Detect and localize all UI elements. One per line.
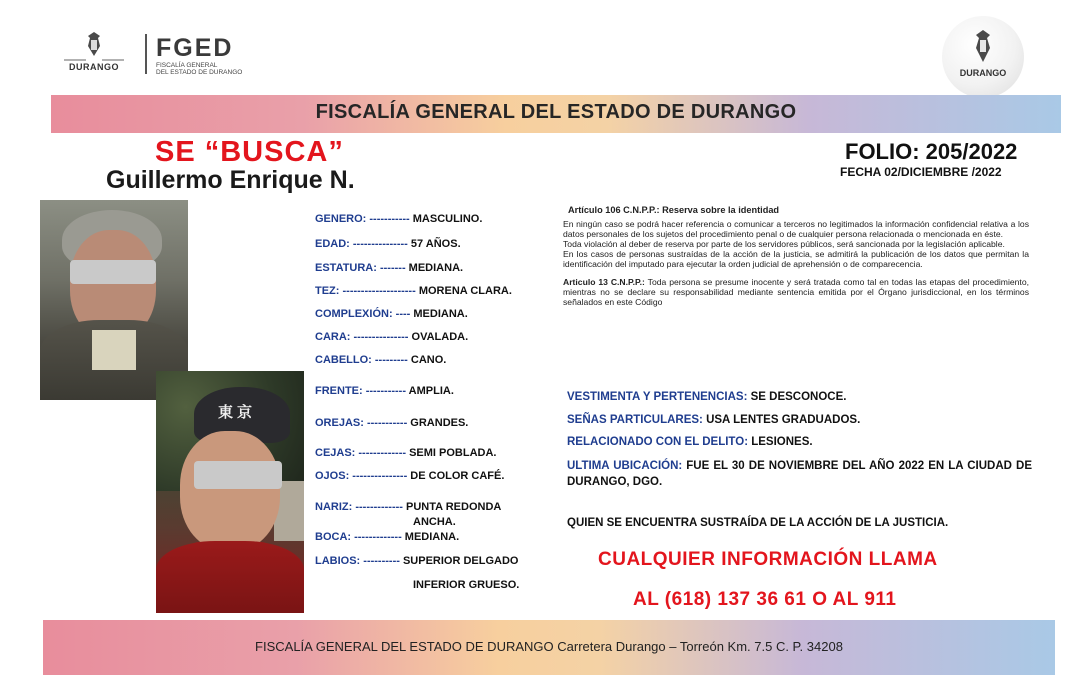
detail-value: FUE EL 30 DE NOVIEMBRE DEL AÑO 2022 EN LA CIUDAD DE DURANGO, DGO.: [567, 460, 1032, 488]
logo-divider: [145, 34, 147, 74]
durango-seal: [942, 16, 1024, 98]
fged-logo: [52, 30, 257, 80]
notice-date: FECHA 02/DICIEMBRE /2022: [840, 165, 1002, 179]
attr-value: MASCULINO.: [409, 213, 483, 225]
fged-acronym: FGED: [156, 34, 234, 62]
wanted-headline: SE “BUSCA”: [155, 136, 344, 168]
detail-delito: [567, 436, 1032, 448]
attr-label: FRENTE: -----------: [315, 385, 407, 397]
legal-notice: [563, 205, 1029, 307]
contact-phone: AL (618) 137 36 61 O AL 911: [633, 589, 897, 610]
art106-heading: Artículo 106 C.N.P.P.: Reserva sobre la identidad: [568, 205, 780, 215]
suspect-photo-1: [40, 200, 188, 400]
attr-value: MEDIANA.: [401, 531, 460, 543]
art13-paragraph: [563, 277, 1029, 307]
attr-label: EDAD: ---------------: [315, 238, 408, 250]
attr-value: SUPERIOR DELGADO: [399, 555, 519, 567]
detail-value: LESIONES.: [748, 436, 813, 448]
attr-value: 57 AÑOS.: [407, 238, 461, 250]
face: [180, 431, 280, 551]
art106-paragraph-3: En los casos de personas sustraídas de la acción de la justicia, se admitirá la publicación de los datos que permitan la identificación del imputado para ejecutar la orden judicial de aprehensión o de comparecencia.: [563, 249, 1029, 269]
detail-vestimenta: [567, 391, 1032, 403]
attr-label: TEZ: --------------------: [315, 285, 416, 297]
attr-edad: [315, 238, 461, 250]
footer-address: FISCALÍA GENERAL DEL ESTADO DE DURANGO Carretera Durango – Torreón Km. 7.5 C. P. 34208: [255, 639, 843, 654]
attr-ojos: [315, 470, 504, 482]
title-banner: [51, 95, 1061, 133]
attr-value-cont: ANCHA.: [413, 516, 456, 528]
attr-label: BOCA: -------------: [315, 531, 402, 543]
contact-prompt: CUALQUIER INFORMACIÓN LLAMA: [598, 549, 938, 570]
attr-cara: [315, 331, 468, 343]
banner-title: FISCALÍA GENERAL DEL ESTADO DE DURANGO: [315, 101, 797, 123]
attr-label: LABIOS: ----------: [315, 555, 400, 567]
suspect-photo-2: [156, 371, 304, 613]
art13-heading: Articulo 13 C.N.P.P.:: [563, 277, 645, 287]
attr-genero: [315, 213, 482, 225]
attr-tez: [315, 285, 512, 297]
attr-value: SEMI POBLADA.: [406, 447, 497, 459]
attr-cabello: [315, 354, 446, 366]
detail-senas: [567, 414, 1032, 426]
detail-value: SE DESCONOCE.: [747, 391, 847, 403]
art106-paragraph-1: En ningún caso se podrá hacer referencia o comunicar a terceros no legitimados la información confidencial relativa a los datos personales de los sujetos del procedimiento penal o de cualquier persona relacionada o mencionada en éste.: [563, 219, 1029, 239]
durango-crest-icon: [963, 28, 1003, 68]
folio-number: FOLIO: 205/2022: [845, 139, 1018, 164]
detail-ubicacion: [567, 458, 1032, 490]
attr-boca: [315, 531, 459, 543]
detail-label: ULTIMA UBICACIÓN:: [567, 460, 683, 472]
attr-label: GENERO: -----------: [315, 213, 410, 225]
attr-estatura: [315, 262, 463, 274]
eyes-blur: [194, 461, 282, 489]
emblem-label: DURANGO: [69, 62, 119, 72]
detail-label: SEÑAS PARTICULARES:: [567, 414, 703, 426]
seal-label: DURANGO: [959, 68, 1007, 78]
attr-label: OREJAS: -----------: [315, 417, 408, 429]
attr-value: MORENA CLARA.: [415, 285, 512, 297]
person-name: Guillermo Enrique N.: [106, 166, 355, 194]
cap-text: 東京: [218, 404, 257, 421]
attr-value: CANO.: [407, 354, 447, 366]
fged-subtitle: [156, 62, 242, 76]
attr-nariz: [315, 501, 502, 528]
attr-orejas: [315, 417, 468, 429]
attr-value: DE COLOR CAFÉ.: [407, 470, 505, 482]
detail-label: RELACIONADO CON EL DELITO:: [567, 436, 749, 448]
attr-label: CARA: ---------------: [315, 331, 409, 343]
detail-value: USA LENTES GRADUADOS.: [702, 414, 861, 426]
shirt-collar: [92, 330, 136, 370]
attr-value: MEDIANA.: [405, 262, 464, 274]
attr-value: OVALADA.: [408, 331, 469, 343]
art106-paragraph-2: Toda violación al deber de reserva por parte de los servidores públicos, será sancionada por la legislación aplicable.: [563, 239, 1005, 249]
attr-label: CABELLO: ---------: [315, 354, 408, 366]
attr-label: OJOS: ---------------: [315, 470, 408, 482]
attr-value: MEDIANA.: [410, 308, 468, 320]
footer-banner: [43, 620, 1055, 675]
fged-subtitle-line2: DEL ESTADO DE DURANGO: [156, 69, 243, 76]
eyes-blur: [70, 260, 156, 284]
art13-text: Toda persona se presume inocente y será tratada como tal en todas las etapas del procedimiento, mientras no se declare su responsabilidad mediante sentencia emitida por el Órgano jurisdiccional, en los términos señalados en este Código: [563, 277, 1029, 307]
attr-value: AMPLIA.: [406, 385, 454, 397]
detail-label: VESTIMENTA Y PERTENENCIAS:: [567, 391, 748, 403]
attr-labios: [315, 555, 520, 591]
attr-label: NARIZ: -------------: [315, 501, 403, 513]
attr-complexion: [315, 308, 468, 320]
attr-label: COMPLEXIÓN: ----: [315, 308, 411, 320]
fged-subtitle-line1: FISCALÍA GENERAL: [156, 62, 218, 69]
attr-label: CEJAS: -------------: [315, 447, 407, 459]
attr-value: PUNTA REDONDA: [402, 501, 502, 513]
durango-emblem-icon: [60, 30, 128, 78]
fugitive-statement: QUIEN SE ENCUENTRA SUSTRAÍDA DE LA ACCIÓN DE LA JUSTICIA.: [567, 517, 949, 529]
attr-value: GRANDES.: [407, 417, 469, 429]
attr-cejas: [315, 447, 496, 459]
attr-frente: [315, 385, 454, 397]
attr-value-cont: INFERIOR GRUESO.: [413, 579, 520, 591]
attr-label: ESTATURA: -------: [315, 262, 406, 274]
red-jacket: [156, 541, 304, 613]
